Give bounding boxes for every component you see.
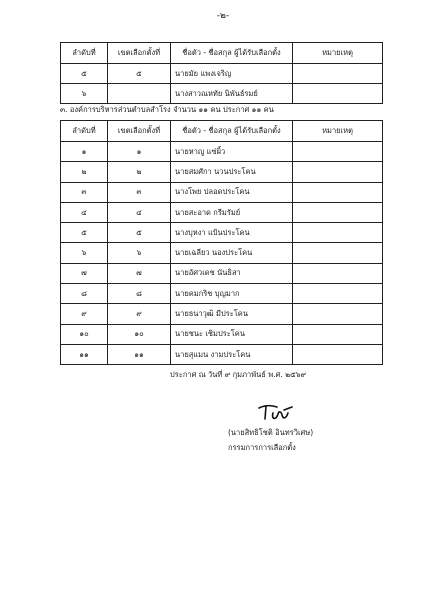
table-row — [61, 263, 383, 283]
remarks-cell — [293, 84, 383, 104]
table-row — [61, 243, 383, 263]
name-cell: นายสะอาด กรีมรัมย์ — [171, 202, 293, 222]
name-cell: นางบุหงา แป้นประโคน — [171, 223, 293, 243]
table-header-row — [61, 43, 383, 64]
order-cell: ๑๐ — [61, 324, 108, 344]
column-header-remarks: หมายเหตุ — [293, 43, 383, 64]
district-cell: ๘ — [108, 284, 171, 304]
remarks-cell — [293, 202, 383, 222]
remarks-cell — [293, 142, 383, 162]
order-cell: ๖ — [61, 84, 108, 104]
order-cell: ๙ — [61, 304, 108, 324]
order-cell: ๖ — [61, 243, 108, 263]
section-title: ๓. องค์การบริหารส่วนตำบลสำโรง จำนวน ๑๑ คน ประกาศ ๑๑ คน — [60, 105, 274, 114]
table-row — [61, 162, 383, 182]
table-row — [61, 344, 383, 364]
column-header-name: ชื่อตัว - ชื่อสกุล ผู้ได้รับเลือกตั้ง — [171, 43, 293, 64]
column-header-order: ลำดับที่ — [61, 43, 108, 64]
district-cell: ๕ — [108, 64, 171, 84]
remarks-cell — [293, 304, 383, 324]
results-table-continued — [60, 42, 383, 104]
name-cell: นางสาวณหทัย นิพันธ์รมย์ — [171, 84, 293, 104]
name-cell: นายเฉลียว นองประโคน — [171, 243, 293, 263]
district-cell: ๑๑ — [108, 344, 171, 364]
district-cell: ๔ — [108, 202, 171, 222]
signer-name: (นายสิทธิโชติ อินทรวิเศษ) — [228, 428, 314, 437]
district-cell — [108, 84, 171, 104]
order-cell: ๓ — [61, 182, 108, 202]
remarks-cell — [293, 162, 383, 182]
name-cell: นายคมกริช บุญมาก — [171, 284, 293, 304]
district-cell: ๙ — [108, 304, 171, 324]
district-cell: ๑๐ — [108, 324, 171, 344]
column-header-remarks: หมายเหตุ — [293, 121, 383, 142]
district-cell: ๒ — [108, 162, 171, 182]
district-cell: ๕ — [108, 223, 171, 243]
results-table-samrong — [60, 120, 383, 365]
remarks-cell — [293, 182, 383, 202]
table-row — [61, 324, 383, 344]
table-row — [61, 284, 383, 304]
district-cell: ๖ — [108, 243, 171, 263]
remarks-cell — [293, 284, 383, 304]
table-row — [61, 304, 383, 324]
name-cell: นายอัศวเดช นันธิสา — [171, 263, 293, 283]
name-cell: นางโพย ปลอดประโคน — [171, 182, 293, 202]
remarks-cell — [293, 344, 383, 364]
table-row — [61, 142, 383, 162]
name-cell: นายชนะ เชิมประโคน — [171, 324, 293, 344]
handwritten-signature — [256, 402, 296, 428]
table-row — [61, 202, 383, 222]
remarks-cell — [293, 64, 383, 84]
order-cell: ๗ — [61, 263, 108, 283]
table-header-row — [61, 121, 383, 142]
name-cell: นายหาญู แซ่ผิ้ว — [171, 142, 293, 162]
district-cell: ๑ — [108, 142, 171, 162]
district-cell: ๓ — [108, 182, 171, 202]
column-header-district: เขตเลือกตั้งที่ — [108, 121, 171, 142]
order-cell: ๑ — [61, 142, 108, 162]
order-cell: ๕ — [61, 223, 108, 243]
name-cell: นายธนาวุฒิ มีประโคน — [171, 304, 293, 324]
remarks-cell — [293, 263, 383, 283]
district-cell: ๗ — [108, 263, 171, 283]
order-cell: ๕ — [61, 64, 108, 84]
order-cell: ๔ — [61, 202, 108, 222]
signer-title: กรรมการการเลือกตั้ง — [228, 443, 296, 452]
column-header-order: ลำดับที่ — [61, 121, 108, 142]
column-header-district: เขตเลือกตั้งที่ — [108, 43, 171, 64]
remarks-cell — [293, 324, 383, 344]
order-cell: ๒ — [61, 162, 108, 182]
table-row — [61, 223, 383, 243]
remarks-cell — [293, 243, 383, 263]
announcement-date: ประกาศ ณ วันที่ ๙ กุมภาพันธ์ พ.ศ. ๒๕๖๙ — [170, 370, 307, 379]
column-header-name: ชื่อตัว - ชื่อสกุล ผู้ได้รับเลือกตั้ง — [171, 121, 293, 142]
remarks-cell — [293, 223, 383, 243]
order-cell: ๑๑ — [61, 344, 108, 364]
order-cell: ๘ — [61, 284, 108, 304]
name-cell: นายสุแมน งามประโคน — [171, 344, 293, 364]
table-row — [61, 84, 383, 104]
name-cell: นายสมศักา นวนประโคน — [171, 162, 293, 182]
table-row — [61, 182, 383, 202]
page-number: -๒- — [216, 11, 230, 21]
table-row — [61, 64, 383, 84]
name-cell: นายมัย แพงเจริญ — [171, 64, 293, 84]
